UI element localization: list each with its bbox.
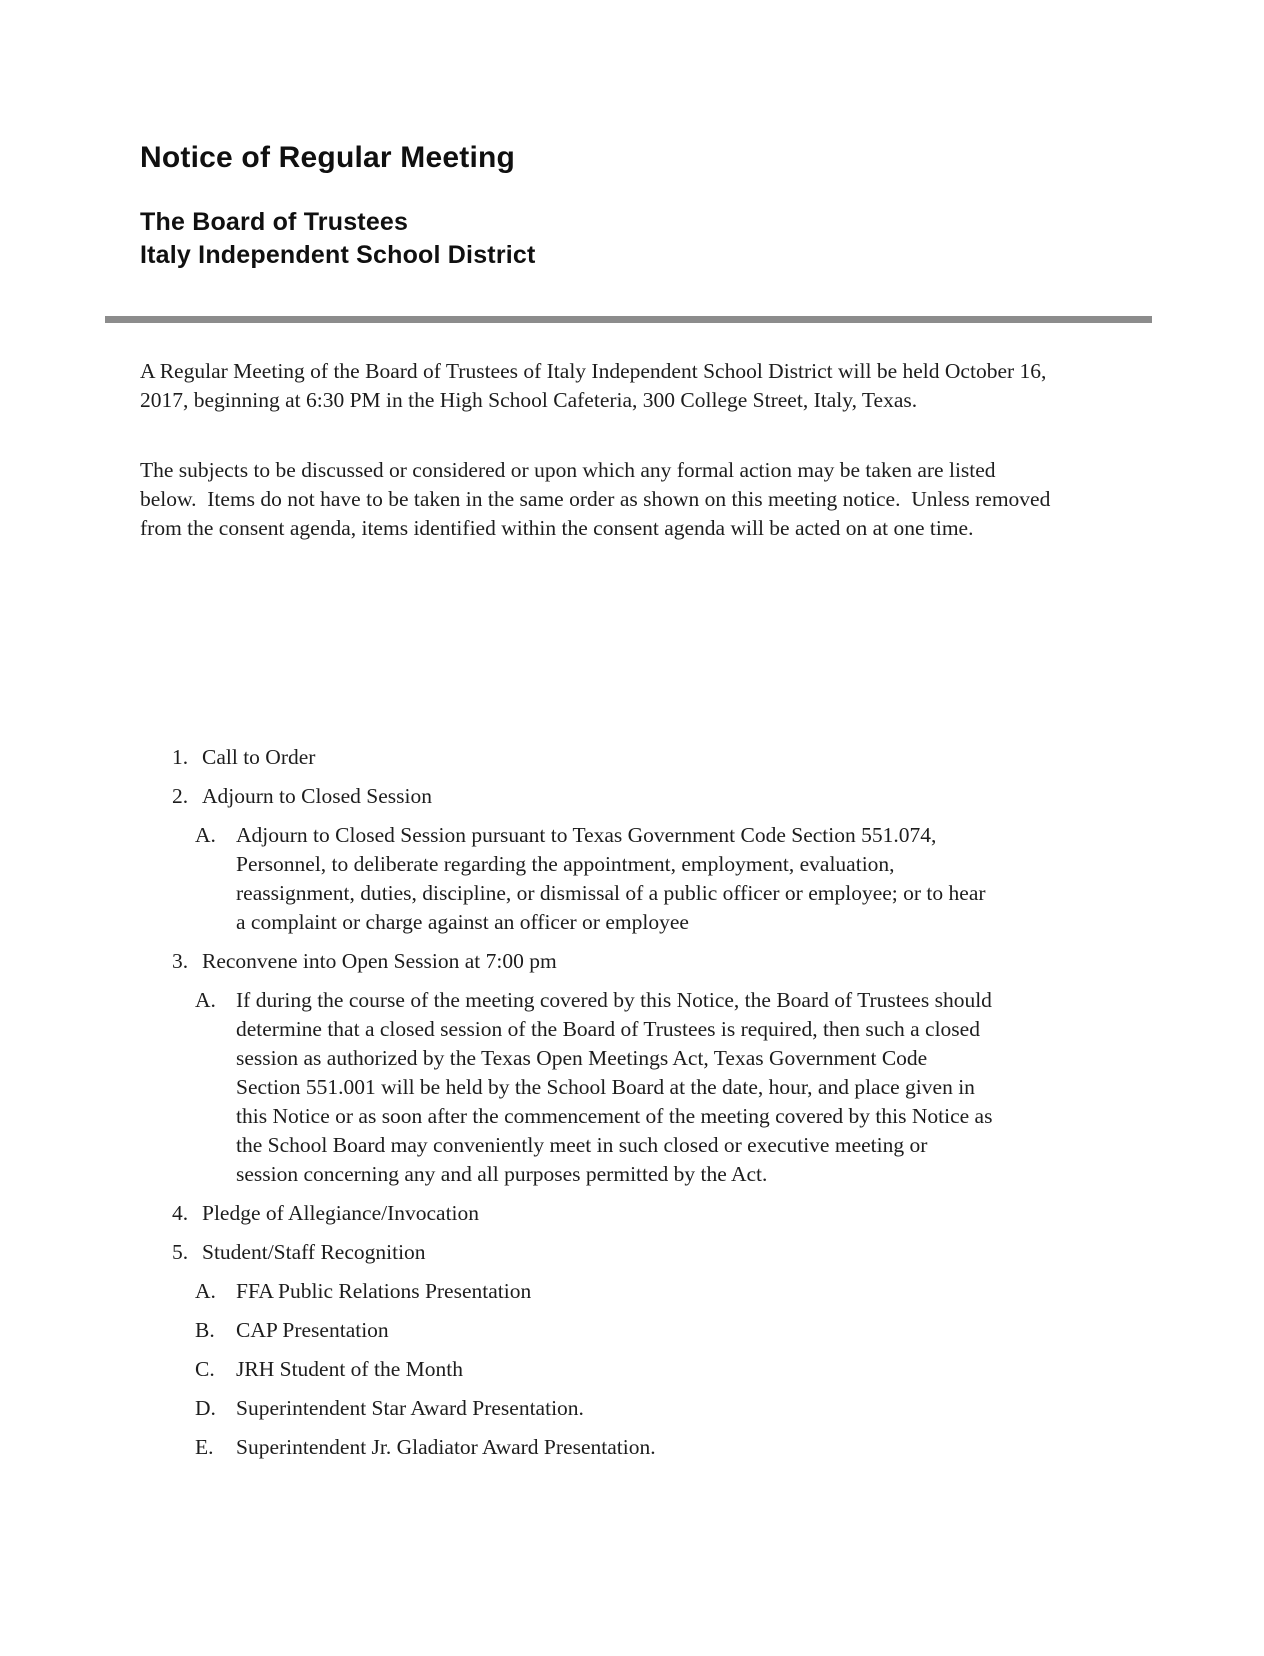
agenda-item-number: 3. [172,949,189,973]
agenda-item-number: 1. [172,745,189,769]
agenda-item-text: Pledge of Allegiance/Invocation [202,1201,480,1225]
agenda-subitem-text: FFA Public Relations Presentation [236,1279,532,1303]
intro-paragraph-meeting-details: A Regular Meeting of the Board of Trustees of Italy Independent School District will be held October 16, 2017, beginning at 6:30 PM in the High School Cafeteria, 300 College Street, Italy, Texas. [140,359,1052,412]
agenda-subitem [195,986,1022,1189]
document-title: Notice of Regular Meeting [140,141,516,174]
agenda-subitem-letter: B. [195,1318,215,1342]
agenda-item-text: Adjourn to Closed Session [202,784,432,808]
agenda-item-text: Call to Order [202,745,316,769]
agenda-subitem-text: CAP Presentation [236,1318,389,1342]
agenda-subitem-text: Superintendent Jr. Gladiator Award Presentation. [236,1435,656,1459]
agenda-subitem [195,1394,1022,1423]
agenda-subitem-letter: A. [195,823,216,847]
divider-rule [105,316,1152,323]
agenda-subitem-letter: A. [195,988,216,1012]
agenda-subitem [195,821,1022,937]
agenda-subitem-letter: E. [195,1435,214,1459]
agenda-subitem [195,1316,1022,1345]
agenda-subitem-letter: C. [195,1357,215,1381]
agenda-subitem-text: Superintendent Star Award Presentation. [236,1396,584,1420]
agenda-item-number: 5. [172,1240,189,1264]
agenda-item-number: 2. [172,784,189,808]
subtitle-organization: The Board of Trustees [140,208,409,236]
agenda-item-text: Reconvene into Open Session at 7:00 pm [202,949,557,973]
agenda-subitem-text: Adjourn to Closed Session pursuant to Texas Government Code Section 551.074, Personnel, to deliberate regarding the appointment, employment, evaluation, reassignment, duties, discipline, or dismissal of a public officer or employee; or to hear a complaint or charge against an officer or employee [236,823,986,934]
agenda-subitem-letter: D. [195,1396,216,1420]
agenda-item [172,947,1022,976]
agenda-item [172,743,1022,772]
agenda-subitem-text: JRH Student of the Month [236,1357,463,1381]
agenda-item-text: Student/Staff Recognition [202,1240,426,1264]
agenda-item [172,782,1022,811]
agenda-item [172,1238,1022,1267]
agenda-subitem [195,1355,1022,1384]
document-subtitle [140,206,536,272]
agenda-item-number: 4. [172,1201,189,1225]
intro-paragraph-subjects: The subjects to be discussed or considered or upon which any formal action may be taken are listed below. Items do not have to be taken in the same order as shown on this meeting notice. Unless removed from the consent agenda, items identified within the consent agenda will be acted on at one time. [140,458,1056,540]
subtitle-district: Italy Independent School District [140,241,536,269]
agenda-subitem-text: If during the course of the meeting covered by this Notice, the Board of Trustees should determine that a closed session of the Board of Trustees is required, then such a closed session as authorized by the Texas Open Meetings Act, Texas Government Code Section 551.001 will be held by the School Board at the date, hour, and place given in this Notice or as soon after the commencement of the meeting covered by this Notice as the School Board may conveniently meet in such closed or executive meeting or session concerning any and all purposes permitted by the Act. [236,988,993,1186]
agenda-subitem [195,1433,1022,1462]
agenda-item [172,1199,1022,1228]
agenda-list [172,743,1022,1472]
agenda-subitem-letter: A. [195,1279,216,1303]
agenda-subitem [195,1277,1022,1306]
